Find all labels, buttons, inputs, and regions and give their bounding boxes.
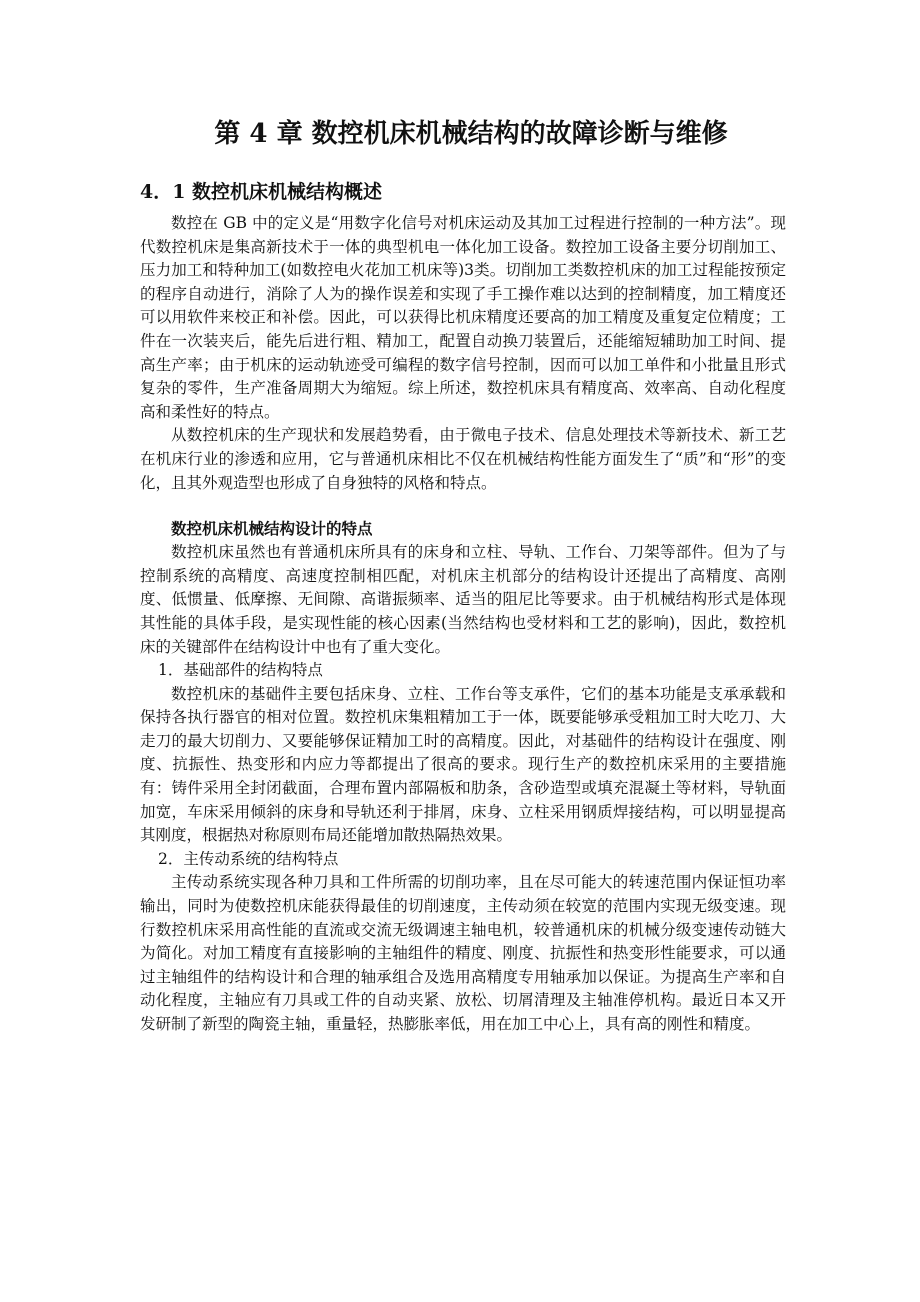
subsection-title: 数控机床机械结构设计的特点 bbox=[171, 519, 373, 539]
paragraph-definition: 数控在 GB 中的定义是“用数字化信号对机床运动及其加工过程进行控制的一种方法”。现代数控机床是集高新技术于一体的典型机电一体化加工设备。数控加工设备主要分切削加工、压力加工和特种加工(如数控电火花加工机床等)3类。切削加工类数控机床的加工过程能按预定的程序自动进行，消除了人为的操作误差和实现了手工操作难以达到的控制精度，加工精度还可以用软件来校正和补偿。因此，可以获得比机床精度还要高的加工精度及重复定位精度；工件在一次装夹后，能先后进行粗、精加工，配置自动换刀装置后，还能缩短辅助加工时间、提高生产率；由于机床的运动轨迹受可编程的数字信号控制，因而可以加工单件和小批量且形式复杂的零件，生产准备周期大为缩短。综上所述，数控机床具有精度高、效率高、自动化程度高和柔性好的特点。 bbox=[140, 214, 786, 421]
section-title: 4．1 数控机床机械结构概述 bbox=[140, 181, 383, 203]
subsection-intro: 数控机床虽然也有普通机床所具有的床身和立柱、导轨、工作台、刀架等部件。但为了与控制系统的高精度、高速度控制相匹配，对机床主机部分的结构设计还提出了高精度、高刚度、低惯量、低摩擦、无间隙、高谐振频率、适当的阻尼比等要求。由于机械结构形式是体现其性能的具体手段，是实现性能的核心因素(当然结构也受材料和工艺的影响)，因此，数控机床的关键部件在结构设计中也有了重大变化。 bbox=[140, 543, 786, 656]
item-heading-base-parts: 1．基础部件的结构特点 bbox=[158, 661, 323, 680]
item-heading-main-drive: 2．主传动系统的结构特点 bbox=[158, 849, 339, 868]
paragraph-development: 从数控机床的生产现状和发展趋势看，由于微电子技术、信息处理技术等新技术、新工艺在机床行业的渗透和应用，它与普通机床相比不仅在机械结构性能方面发生了“质”和“形”的变化，且其外观造型也形成了自身独特的风格和特点。 bbox=[140, 426, 786, 492]
item-text-main-drive: 主传动系统实现各种刀具和工件所需的切削功率，且在尽可能大的转速范围内保证恒功率输出，同时为使数控机床能获得最佳的切削速度，主传动须在较宽的范围内实现无级变速。现行数控机床采用高性能的直流或交流无级调速主轴电机，较普通机床的机械分级变速传动链大为简化。对加工精度有直接影响的主轴组件的精度、刚度、抗振性和热变形性能要求，可以通过主轴组件的结构设计和合理的轴承组合及选用高精度专用轴承加以保证。为提高生产率和自动化程度，主轴应有刀具或工件的自动夹紧、放松、切屑清理及主轴准停机构。最近日本又开发研制了新型的陶瓷主轴，重量轻，热膨胀率低，用在加工中心上，具有高的刚性和精度。 bbox=[140, 873, 786, 1033]
chapter-title: 第 4 章 数控机床机械结构的故障诊断与维修 bbox=[214, 119, 728, 149]
item-text-base-parts: 数控机床的基础件主要包括床身、立柱、工作台等支承件，它们的基本功能是支承承载和保持各执行器官的相对位置。数控机床集粗精加工于一体，既要能够承受粗加工时大吃刀、大走刀的最大切削力、又要能够保证精加工时的高精度。因此，对基础件的结构设计在强度、刚度、抗振性、热变形和内应力等都提出了很高的要求。现行生产的数控机床采用的主要措施有：铸件采用全封闭截面，合理布置内部隔板和肋条，含砂造型或填充混凝土等材料，导轨面加宽，车床采用倾斜的床身和导轨还利于排屑，床身、立柱采用钢质焊接结构，可以明显提高其刚度，根据热对称原则布局还能增加散热隔热效果。 bbox=[140, 684, 786, 845]
document-page bbox=[140, 112, 786, 1037]
